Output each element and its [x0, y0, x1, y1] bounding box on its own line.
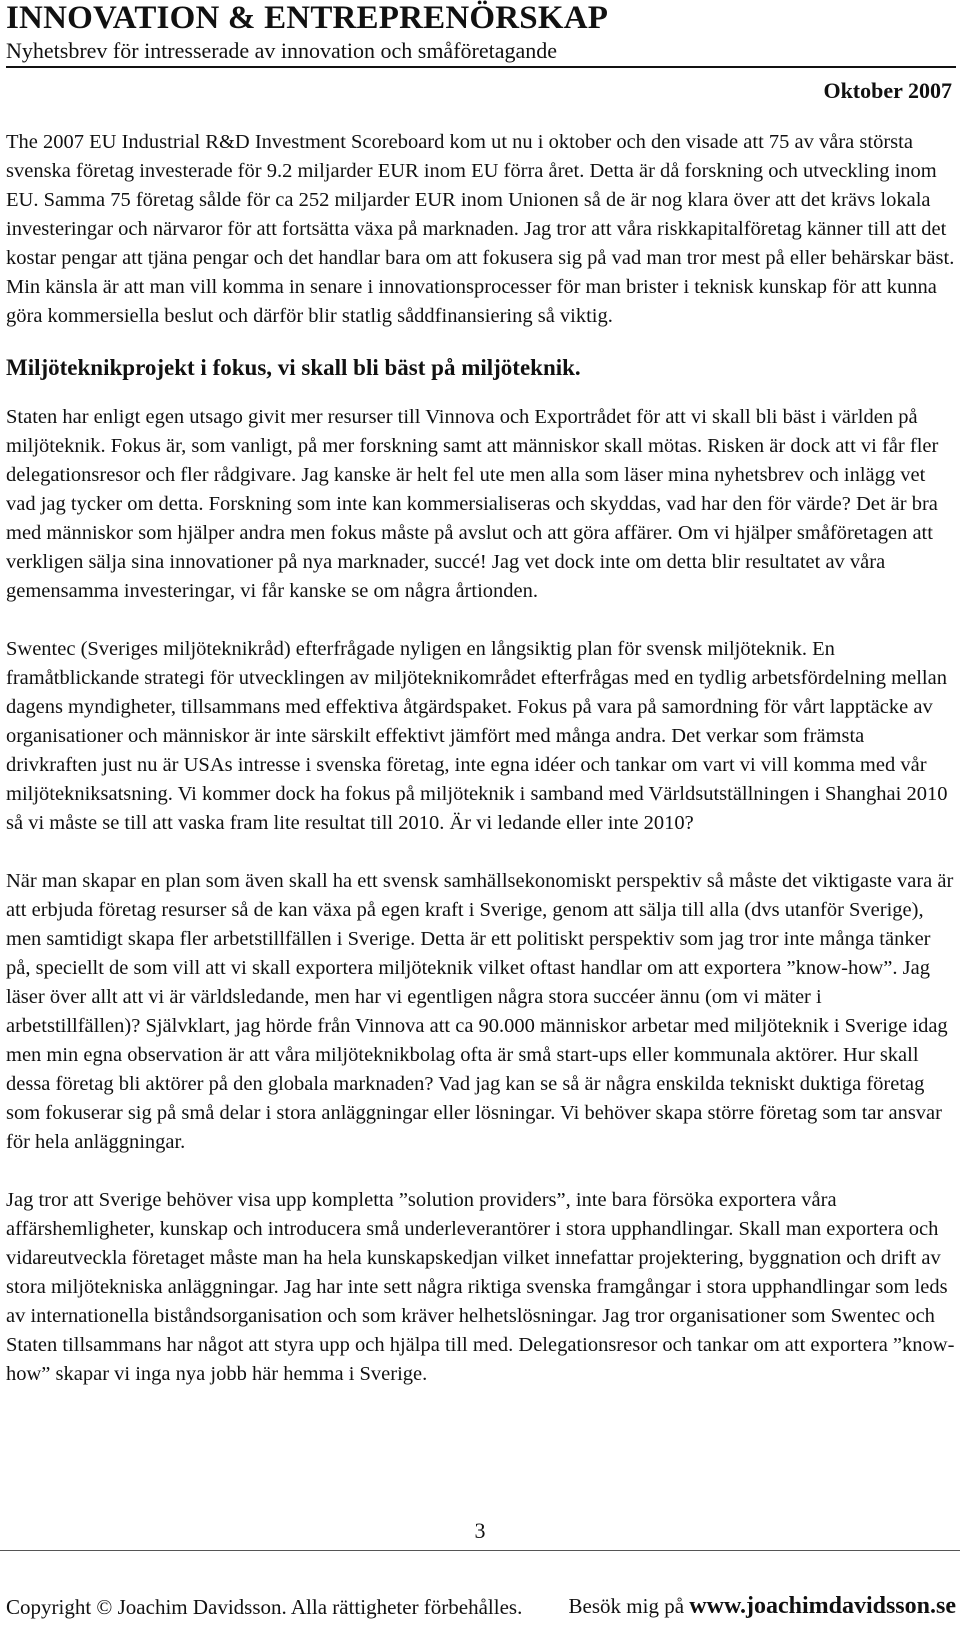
header-rule: [6, 66, 956, 68]
section-heading: Miljöteknikprojekt i fokus, vi skall bli bäst på miljöteknik.: [6, 355, 581, 380]
website-link[interactable]: www.joachimdavidsson.se: [689, 1593, 956, 1619]
footer-rule: [0, 1550, 960, 1551]
newsletter-title: INNOVATION & ENTREPRENÖRSKAP: [6, 0, 609, 36]
paragraph-scoreboard: The 2007 EU Industrial R&D Investment Scoreboard kom ut nu i oktober och den visade att 75 av våra största svenska företag investerade för 9.2 miljarder EUR inom EU förra året. Detta är då forskning och utveckling inom EU. Samma 75 företag sålde för ca 252 miljarder EUR inom Unionen så de är nog klara över att det krävs lokala investeringar och närvaror för att fortsätta växa på marknaden. Jag tror att våra riskkapitalföretag känner till att det kostar pengar att tjäna pengar och det handlar bara om att fokusera sig på vad man tror mest på eller behärskar bäst. Min känsla är att man vill komma in senare i innovationsprocesser för man brister i teknisk kunskap för att kunna göra kommersiella beslut och därför blir statlig såddfinansiering så viktig.: [6, 131, 955, 327]
issue-date: Oktober 2007: [823, 78, 952, 103]
article-body: [6, 120, 956, 1389]
newsletter-subtitle: Nyhetsbrev för intresserade av innovation och småföretagande: [6, 38, 558, 63]
copyright-notice: Copyright © Joachim Davidsson. Alla rättigheter förbehålles.: [6, 1595, 523, 1619]
visit-label: Besök mig på: [568, 1594, 685, 1618]
paragraph-solution-providers: Jag tror att Sverige behöver visa upp kompletta ”solution providers”, inte bara försöka exportera våra affärshemligheter, kunskap och introducera små underleverantörer i stora upphandlingar. Skall man exportera och vidareutveckla företaget måste man ha hela kunskapskedjan vilket innefattar projektering, byggnation och drift av stora miljötekniska anläggningar. Jag har inte sett några riktiga svenska framgångar i stora upphandlingar som leds av internationella biståndsorganisation och som kräver helhetslösningar. Jag tror organisationer som Swentec och Staten tillsammans har något att styra upp och hjälpa till med. Delegationsresor och tankar om att exportera ”know-how” skapar vi inga nya jobb här hemma i Sverige.: [6, 1189, 955, 1385]
paragraph-plan: När man skapar en plan som även skall ha ett svensk samhällsekonomiskt perspektiv så måste det viktigaste vara är att erbjuda företag resurser så de kan växa på egen kraft i Sverige, genom att sälja till alla (dvs utanför Sverige), men samtidigt skapa fler arbetstillfällen i Sverige. Detta är ett politiskt perspektiv som jag tror inte många tänker på, speciellt de som vill att vi skall exportera miljöteknik vilket oftast handlar om att exportera ”know-how”. Jag läser över allt att vi är världsledande, men har vi egentligen några stora succéer ännu (om vi mäter i arbetstillfällen)? Självklart, jag hörde från Vinnova att ca 90.000 människor arbetar med miljöteknik i Sverige idag men min egna observation är att våra miljöteknikbolag ofta är små start-ups eller kommunala aktörer. Hur skall dessa företag bli aktörer på den globala marknaden? Vad jag kan se så är några enskilda tekniskt duktiga företag som fokuserar sig på små delar i stora anläggningar eller lösningar. Vi behöver skapa större företag som tar ansvar för hela anläggningar.: [6, 870, 954, 1153]
paragraph-swentec: Swentec (Sveriges miljöteknikråd) efterfrågade nyligen en långsiktig plan för svensk miljöteknik. En framåtblickande strategi för utvecklingen av miljöteknikområdet efterfrågas med en tydlig arbetsfördelning mellan dagens myndigheter, tillsammans med effektiva åtgärdspaket. Fokus på vara på samordning för vårt lapptäcke av organisationer och människor är inte särskilt effektivt jämfört med många andra. Det verkar som främsta drivkraften just nu är USAs intresse i svenska företag, inte egna idéer och tankar om vart vi vill komma med vår miljötekniksatsning. Vi kommer dock ha fokus på miljöteknik i samband med Världsutställningen i Shanghai 2010 så vi måste se till att vaska fram lite resultat till 2010. Är vi ledande eller inte 2010?: [6, 638, 948, 834]
footer-visit: [569, 1593, 956, 1620]
paragraph-staten: Staten har enligt egen utsago givit mer resurser till Vinnova och Exportrådet för att vi skall bli bäst i världen på miljöteknik. Fokus är, som vanligt, på mer forskning samt att människor skall mötas. Risken är dock att vi får fler delegationsresor och fler rådgivare. Jag kanske är helt fel ute men alla som läser mina nyhetsbrev och inlägg vet vad jag tycker om detta. Forskning som inte kan kommersialiseras och skyddas, vad har den för värde? Det är bra med människor som hjälper andra men fokus måste på avslut och att göra affärer. Om vi hjälper småföretagen att verkligen sälja sina innovationer på nya marknader, succé! Jag vet dock inte om detta blir resultatet av våra gemensamma investeringar, vi får kanske se om några årtionden.: [6, 406, 939, 602]
page-number: 3: [474, 1518, 486, 1543]
